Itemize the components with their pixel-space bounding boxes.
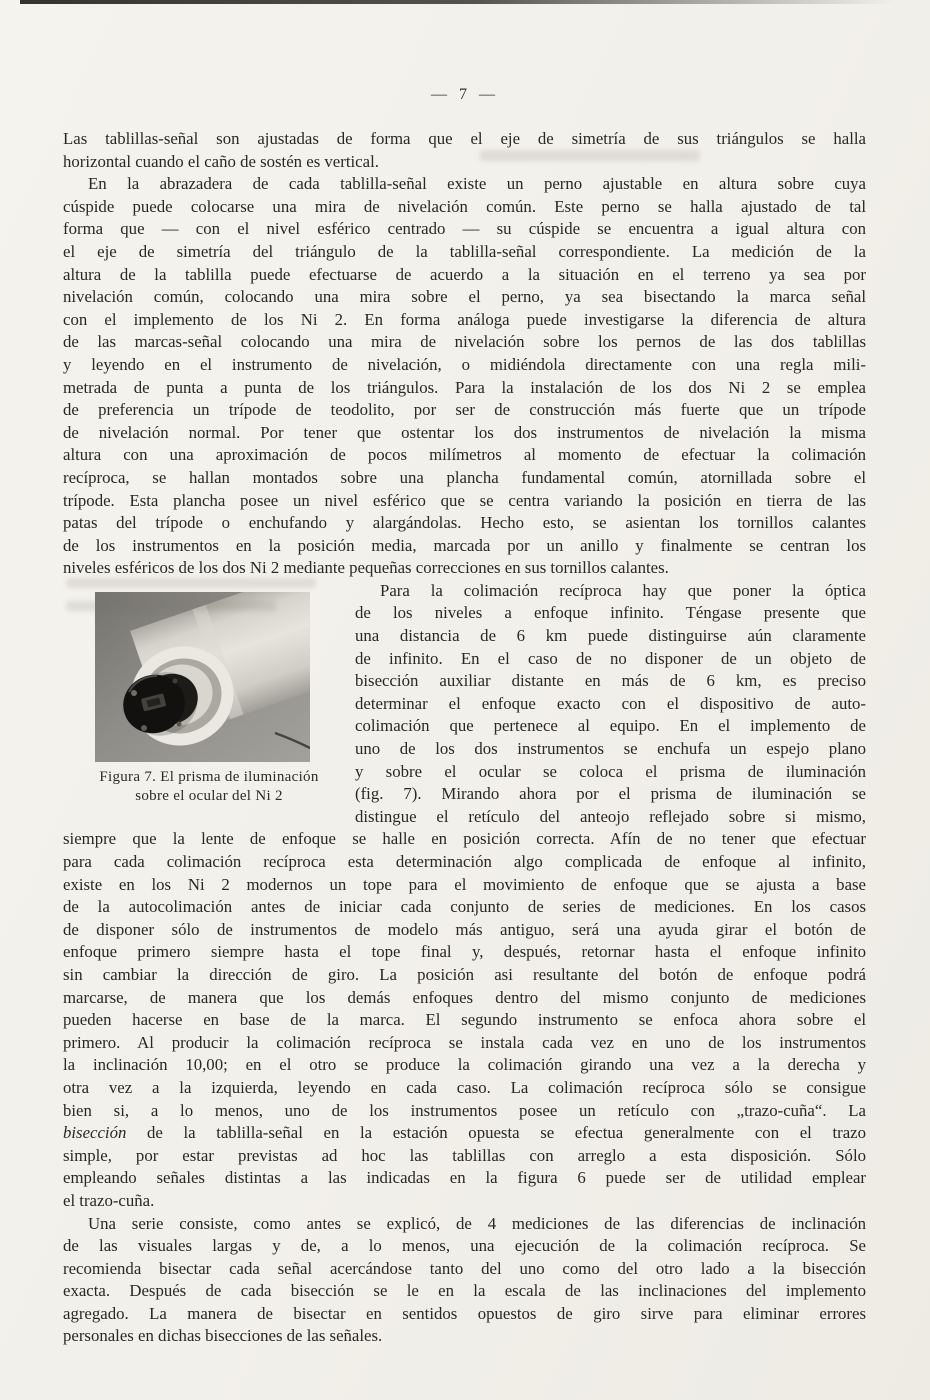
text-line: de preferencia un trípode de teodolito, por ser de construcción más fuerte que un trípode (63, 400, 866, 420)
page-number: — 7 — (431, 86, 499, 103)
text-line: bisección auxiliar distante en más de 6 km, es preciso (355, 671, 866, 691)
text-line: distingue el retículo del anteojo reflejado sobre si mismo, (355, 806, 866, 826)
figure-caption (63, 768, 355, 806)
paragraph-3 (63, 580, 866, 1213)
text-line: sin cambiar la dirección de giro. La posición asi resultante del botón de enfoque podrá (63, 964, 866, 984)
text-line: el eje de simetría del triángulo de la tablilla-señal correspondiente. La medición de la (63, 241, 866, 261)
text-line: niveles esféricos de los dos Ni 2 mediante pequeñas correcciones en sus tornillos calantes. (63, 558, 669, 578)
text-line: recíproca, se hallan montados sobre una plancha fundamental común, atornillada sobre el (63, 467, 866, 487)
text-line: recomienda bisectar cada señal acercándose tanto del uno como del otro lado a la bisección (63, 1258, 866, 1278)
text-line: la inclinación 10,00; en el otro se produce la colimación girando una vez a la derecha y (63, 1055, 866, 1075)
text-line: y sobre el ocular se coloca el prisma de iluminación (355, 761, 866, 781)
scan-artifact (66, 601, 276, 611)
text-line: patas del trípode o enchufando y alargándolas. Hecho esto, se asientan los tornillos calantes (63, 513, 866, 533)
text-line: empleando señales distintas a las indicadas en la figura 6 puede ser de utilidad emplear (63, 1168, 866, 1188)
text-line: de la autocolimación antes de iniciar cada conjunto de series de mediciones. En los casos (63, 897, 866, 917)
text-line: el trazo-cuña. (63, 1190, 155, 1210)
figure-caption-line2: sobre el ocular del Ni 2 (135, 787, 283, 804)
text-line: forma que — con el nivel esférico centrado — su cúspide se encuentra a igual altura con (63, 219, 866, 239)
text-line: Una serie consiste, como antes se explicó, de 4 mediciones de las diferencias de inclinación (88, 1213, 866, 1233)
text-line: altura de la tablilla puede efectuarse de acuerdo a la situación en el terreno ya sea por (63, 264, 866, 284)
text-line: otra vez a la izquierda, leyendo en cada caso. La colimación recíproca sólo se consigue (63, 1077, 866, 1097)
scan-artifact (66, 578, 316, 588)
paragraph-4 (63, 1213, 866, 1349)
scan-artifact (480, 150, 700, 161)
text-line: para cada colimación recíproca esta determinación algo complicada de enfoque al infinito, (63, 852, 866, 871)
text-line: trípode. Esta plancha posee un nivel esférico que se centra variando la posición en tierra de las (63, 490, 866, 510)
text-line: colimación que pertenece al equipo. En el implemento de (355, 716, 866, 736)
page-body (63, 128, 866, 1348)
text-line: primero. Al producir la colimación recíproca se instala cada vez en uno de los instrumentos (63, 1032, 866, 1052)
text-line: metrada de punta a punta de los triángulos. Para la instalación de los dos Ni 2 se emplea (63, 377, 866, 397)
text-line: enfoque primero siempre hasta el tope final y, después, retornar hasta el enfoque infinito (63, 942, 866, 962)
paragraph-1 (63, 128, 866, 173)
paragraph-2 (63, 173, 866, 580)
figure-7 (63, 592, 355, 806)
figure-photo (95, 592, 310, 762)
text-line: de los niveles a enfoque infinito. Téngase presente que (355, 603, 866, 623)
text-line: altura con una aproximación de pocos milímetros al momento de efectuar la colimación (63, 445, 866, 465)
text-line: nivelación común, colocando una mira sobre el perno, ya sea bisectando la marca señal (63, 287, 866, 307)
text-line: siempre que la lente de enfoque se halle en posición correcta. Afín de no tener que efectuar (63, 829, 866, 849)
text-line: bien si, a lo menos, uno de los instrumentos posee un retículo con „trazo-cuña“. La (63, 1100, 866, 1120)
scan-edge-artifact (20, 0, 930, 4)
text-line: pueden hacerse en base de la marca. El segundo instrumento se enfoca ahora sobre el (63, 1010, 866, 1030)
text-line: (fig. 7). Mirando ahora por el prisma de iluminación se (355, 784, 866, 804)
text-line: uno de los dos instrumentos se enchufa un espejo plano (355, 739, 866, 759)
text-line: de las visuales largas y de, a lo menos, una ejecución de la colimación recíproca. Se (63, 1236, 866, 1256)
text-line: agregado. La manera de bisectar en sentidos opuestos de giro sirve para eliminar errores (63, 1303, 866, 1323)
text-line: En la abrazadera de cada tablilla-señal existe un perno ajustable en altura sobre cuya (88, 174, 866, 194)
text-line: de disponer sólo de instrumentos de modelo más antiguo, será una ayuda girar el botón de (63, 919, 866, 939)
text-line: personales en dichas bisecciones de las señales. (63, 1326, 383, 1346)
text-line: determinar el enfoque exacto con el dispositivo de auto- (355, 693, 866, 713)
text-line: y leyendo en el instrumento de nivelación, o midiéndola directamente con una regla mili- (63, 354, 866, 374)
text-line: cúspide puede colocarse una mira de nivelación común. Este perno se halla ajustado de tal (63, 196, 866, 216)
text-line: marcarse, de manera que los demás enfoques dentro del mismo conjunto de mediciones (63, 987, 866, 1007)
text-line: Para la colimación recíproca hay que poner la óptica (380, 580, 866, 600)
text-line: Las tablillas-señal son ajustadas de forma que el eje de simetría de sus triángulos se halla (63, 129, 866, 148)
text-line: de nivelación normal. Por tener que ostentar los dos instrumentos de nivelación la misma (63, 422, 866, 442)
text-line: de las marcas-señal colocando una mira de nivelación sobre los pernos de las dos tablillas (63, 332, 866, 352)
figure-caption-line1: Figura 7. El prisma de iluminación (99, 768, 319, 785)
text-line: simple, por estar previstas ad hoc las tablillas con arreglo a esta disposición. Sólo (63, 1145, 866, 1165)
text-line: con el implemento de los Ni 2. En forma análoga puede investigarse la diferencia de altura (63, 309, 866, 329)
text-line: bisección de la tablilla-señal en la estación opuesta se efectua generalmente con el trazo (63, 1123, 866, 1143)
text-line: de infinito. En el caso de no disponer de un objeto de (355, 648, 866, 668)
text-line: exacta. Después de cada bisección se le en la escala de las inclinaciones del implemento (63, 1281, 866, 1301)
text-line: horizontal cuando el caño de sostén es vertical. (63, 151, 379, 171)
text-line: una distancia de 6 km puede distinguirse aún claramente (355, 626, 866, 646)
text-line: existe en los Ni 2 modernos un tope para el movimiento de enfoque que se ajusta a base (63, 874, 866, 894)
text-line: de los instrumentos en la posición media, marcada por un anillo y finalmente se centran los (63, 535, 866, 555)
